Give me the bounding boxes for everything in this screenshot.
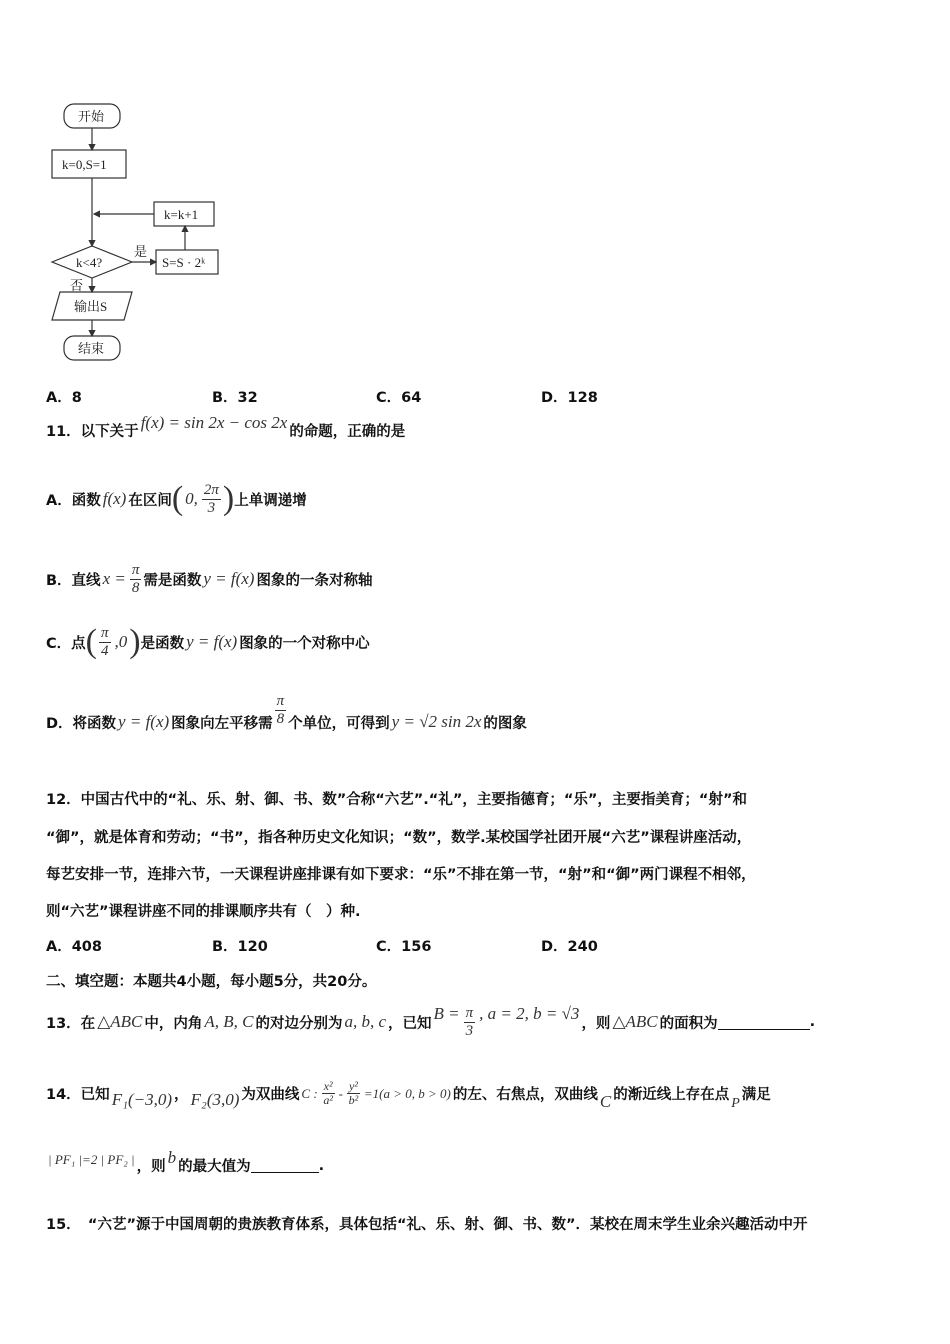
math: - xyxy=(338,1085,343,1101)
den: 8 xyxy=(276,710,285,727)
q14-line-2 xyxy=(46,1147,325,1176)
text: . xyxy=(318,1157,325,1174)
q12-option-a: A．408 xyxy=(46,939,102,955)
math: P xyxy=(731,1095,740,1111)
flow-end: 结束 xyxy=(78,341,105,356)
num: π xyxy=(276,693,285,709)
num: π xyxy=(131,562,140,578)
math: y = √2 sin 2x xyxy=(391,712,482,731)
q10-option-b: B．32 xyxy=(212,390,258,406)
den: 8 xyxy=(131,579,140,596)
answer-blank[interactable] xyxy=(718,1015,810,1030)
q12-option-d: D．240 xyxy=(541,939,598,955)
section-heading: 二、填空题：本题共4小题，每小题5分，共20分。 xyxy=(46,974,377,990)
math: △ABC xyxy=(612,1012,658,1031)
flow-init: k=0,S=1 xyxy=(62,157,107,172)
text: 的左、右焦点，双曲线 xyxy=(452,1087,598,1104)
answer-blank[interactable] xyxy=(251,1158,319,1173)
text: 11．以下关于 xyxy=(46,424,139,440)
flowchart xyxy=(48,100,228,365)
math: y = f(x) xyxy=(186,632,238,651)
paren: ( xyxy=(85,623,97,660)
text: 14．已知 xyxy=(46,1087,110,1104)
q13 xyxy=(46,1005,815,1039)
math: A, B, C xyxy=(204,1012,254,1031)
q10-option-a: A．8 xyxy=(46,390,82,406)
paren: ) xyxy=(129,623,141,660)
math: C : xyxy=(301,1085,318,1101)
flow-condition: k<4? xyxy=(76,255,103,270)
q12-line-2: “御”，就是体育和劳动；“书”，指各种历史文化知识；“数”，数学.某校国学社团开展“六艺”课程讲座活动， xyxy=(46,830,752,846)
text: 图象的一条对称轴 xyxy=(256,572,373,589)
math: F₁(−3,0) xyxy=(111,1089,173,1109)
text: ，则 xyxy=(581,1015,611,1032)
text: 的最大值为 xyxy=(178,1159,251,1175)
q12-line-3: 每艺安排一节，连排六节，一天课程讲座排课有如下要求：“乐”不排在第一节，“射”和“御”两门课程不相邻， xyxy=(46,867,756,883)
text: ，已知 xyxy=(388,1015,432,1032)
flow-step: S=S · 2ᵏ xyxy=(162,255,206,270)
den: 3 xyxy=(207,499,216,516)
q10-option-c: C．64 xyxy=(376,390,422,406)
fraction xyxy=(347,1080,360,1107)
num: x² xyxy=(323,1079,333,1093)
flow-increment: k=k+1 xyxy=(164,207,199,222)
text: 图象向左平移需 xyxy=(171,715,273,732)
fraction xyxy=(322,1080,335,1107)
q11-option-c xyxy=(46,625,370,659)
text: . xyxy=(809,1014,816,1030)
num: π xyxy=(100,625,109,641)
text: 13．在 xyxy=(46,1015,96,1032)
math: B = xyxy=(433,1004,460,1023)
q11-stem xyxy=(46,412,406,441)
text: 是函数 xyxy=(140,635,185,652)
q11-option-a xyxy=(46,482,307,516)
q12-line-4: 则“六艺”课程讲座不同的排课顺序共有（ ）种. xyxy=(46,904,361,920)
den: 4 xyxy=(100,642,109,659)
math: C xyxy=(599,1091,612,1111)
text: 为双曲线 xyxy=(241,1087,300,1104)
math: F₂(3,0) xyxy=(190,1089,240,1109)
text: ， xyxy=(174,1087,189,1104)
fraction xyxy=(130,562,142,596)
text: 中，内角 xyxy=(144,1015,203,1032)
math: , a = 2, b = √3 xyxy=(479,1004,580,1023)
q15-line-1: 15． “六艺”源于中国周朝的贵族教育体系，具体包括“礼、乐、射、御、书、数”．某校在周末学生业余兴趣活动中开 xyxy=(46,1217,808,1233)
text: 上单调递增 xyxy=(234,492,307,509)
num: 2π xyxy=(203,482,219,498)
fraction xyxy=(99,625,111,659)
flow-no: 否 xyxy=(70,278,84,293)
text: B．直线 xyxy=(46,572,101,589)
flow-yes: 是 xyxy=(134,244,148,259)
num: y² xyxy=(348,1079,358,1093)
den: a² xyxy=(323,1093,333,1108)
text: ，则 xyxy=(136,1159,166,1175)
text: 的对边分别为 xyxy=(255,1015,343,1032)
den: b² xyxy=(348,1093,359,1108)
math: a, b, c xyxy=(344,1012,387,1031)
math: 0, xyxy=(185,489,198,508)
math: =1(a > 0, b > 0) xyxy=(363,1085,451,1101)
den: 3 xyxy=(465,1022,474,1039)
text: 需是函数 xyxy=(143,572,202,589)
text: 的渐近线上存在点 xyxy=(613,1087,730,1104)
paren: ) xyxy=(222,480,235,517)
math: x = xyxy=(102,569,126,588)
math: ,0 xyxy=(114,632,128,651)
text: 在区间 xyxy=(128,492,172,509)
num: π xyxy=(465,1005,474,1021)
q12-line-1: 12．中国古代中的“礼、乐、射、御、书、数”合称“六艺”.“礼”，主要指德育；“乐”，主要指美育；“射”和 xyxy=(46,792,747,808)
paren: ( xyxy=(171,480,184,517)
text: 的命题，正确的是 xyxy=(289,424,406,440)
flow-output: 输出S xyxy=(74,299,108,314)
q10-option-d: D．128 xyxy=(541,390,598,406)
text: 满足 xyxy=(741,1087,771,1104)
math: | PF₁ |=2 | PF₂ | xyxy=(48,1151,135,1167)
text: 的面积为 xyxy=(659,1015,718,1032)
math: △ABC xyxy=(97,1012,143,1031)
math: b xyxy=(167,1147,177,1167)
math: f(x) = sin 2x − cos 2x xyxy=(140,412,288,432)
math: y = f(x) xyxy=(118,712,170,731)
math: f(x) xyxy=(102,489,127,508)
fraction xyxy=(275,693,287,727)
text: 个单位，可得到 xyxy=(288,715,390,732)
q11-option-d xyxy=(46,693,527,739)
math: y = f(x) xyxy=(203,569,255,588)
q14-line-1 xyxy=(46,1079,771,1111)
q12-option-c: C．156 xyxy=(376,939,432,955)
text: C．点 xyxy=(46,635,86,652)
q11-option-b xyxy=(46,562,372,596)
fraction xyxy=(464,1005,476,1039)
fraction xyxy=(202,482,221,516)
text: 的图象 xyxy=(483,715,527,732)
text: 图象的一个对称中心 xyxy=(239,635,370,652)
flow-start: 开始 xyxy=(78,109,105,124)
q12-option-b: B．120 xyxy=(212,939,268,955)
text: D．将函数 xyxy=(46,715,117,732)
text: A．函数 xyxy=(46,492,101,509)
